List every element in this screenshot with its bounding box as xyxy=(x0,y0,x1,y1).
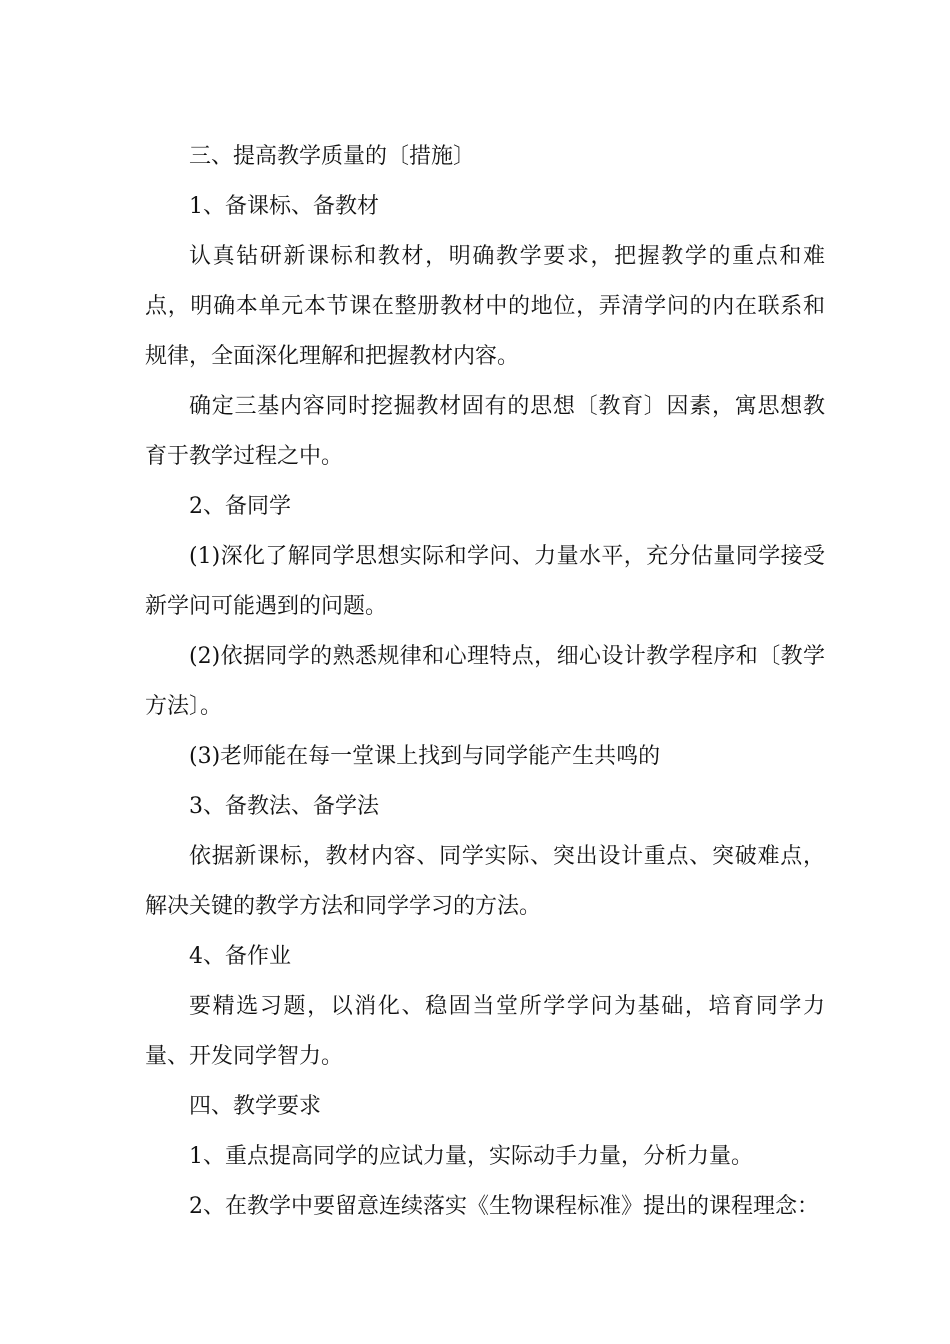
requirement-item-1: 1、重点提高同学的应试力量，实际动手力量，分析力量。 xyxy=(189,1144,753,1169)
subheading-students: 2、备同学 xyxy=(189,494,291,519)
subheading-methods: 3、备教法、备学法 xyxy=(189,794,379,819)
paragraph-three-basics: 确定三基内容同时挖掘教材固有的思想〔教育〕因素，寓思想教育于教学过程之中。 xyxy=(145,394,825,469)
requirement-item-2: 2、在教学中要留意连续落实《生物课程标准》提出的课程理念： xyxy=(189,1194,819,1219)
subheading-homework: 4、备作业 xyxy=(189,944,291,969)
subheading-curriculum-textbook: 1、备课标、备教材 xyxy=(189,194,379,219)
section-heading-requirements: 四、教学要求 xyxy=(189,1094,322,1119)
paragraph-methods: 依据新课标，教材内容、同学实际、突出设计重点、突破难点，解决关键的教学方法和同学学习的方法。 xyxy=(145,844,825,919)
section-heading-measures: 三、提高教学质量的〔措施〕 xyxy=(189,144,476,169)
list-item-1: (1)深化了解同学思想实际和学问、力量水平，充分估量同学接受新学问可能遇到的问题。 xyxy=(145,544,825,619)
paragraph-study-curriculum: 认真钻研新课标和教材，明确教学要求，把握教学的重点和难点，明确本单元本节课在整册教材中的地位，弄清学问的内在联系和规律，全面深化理解和把握教材内容。 xyxy=(145,244,825,369)
list-item-3: (3)老师能在每一堂课上找到与同学能产生共鸣的 xyxy=(189,744,661,769)
paragraph-homework: 要精选习题，以消化、稳固当堂所学学问为基础，培育同学力量、开发同学智力。 xyxy=(145,994,825,1069)
document-body xyxy=(145,132,825,1232)
list-item-2: (2)依据同学的熟悉规律和心理特点，细心设计教学程序和〔教学方法〕。 xyxy=(145,644,825,719)
